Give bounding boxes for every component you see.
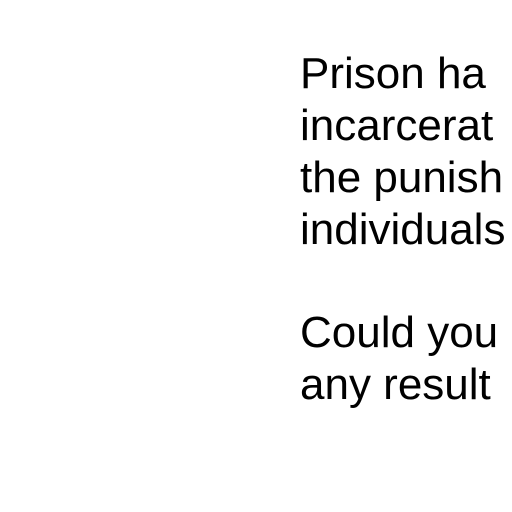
paragraph-1-line-3: the punish [300, 153, 504, 202]
paragraph-1-line-4: individuals [300, 205, 506, 254]
paragraph-1 [300, 48, 512, 256]
paragraph-2-line-2: any result [300, 360, 491, 409]
paragraph-1-line-1: Prison ha [300, 49, 486, 98]
text-block [300, 48, 512, 411]
paragraph-2-line-1: Could you [300, 308, 499, 357]
paragraph-1-line-2: incarcerat [300, 101, 494, 150]
paragraph-2 [300, 307, 512, 411]
